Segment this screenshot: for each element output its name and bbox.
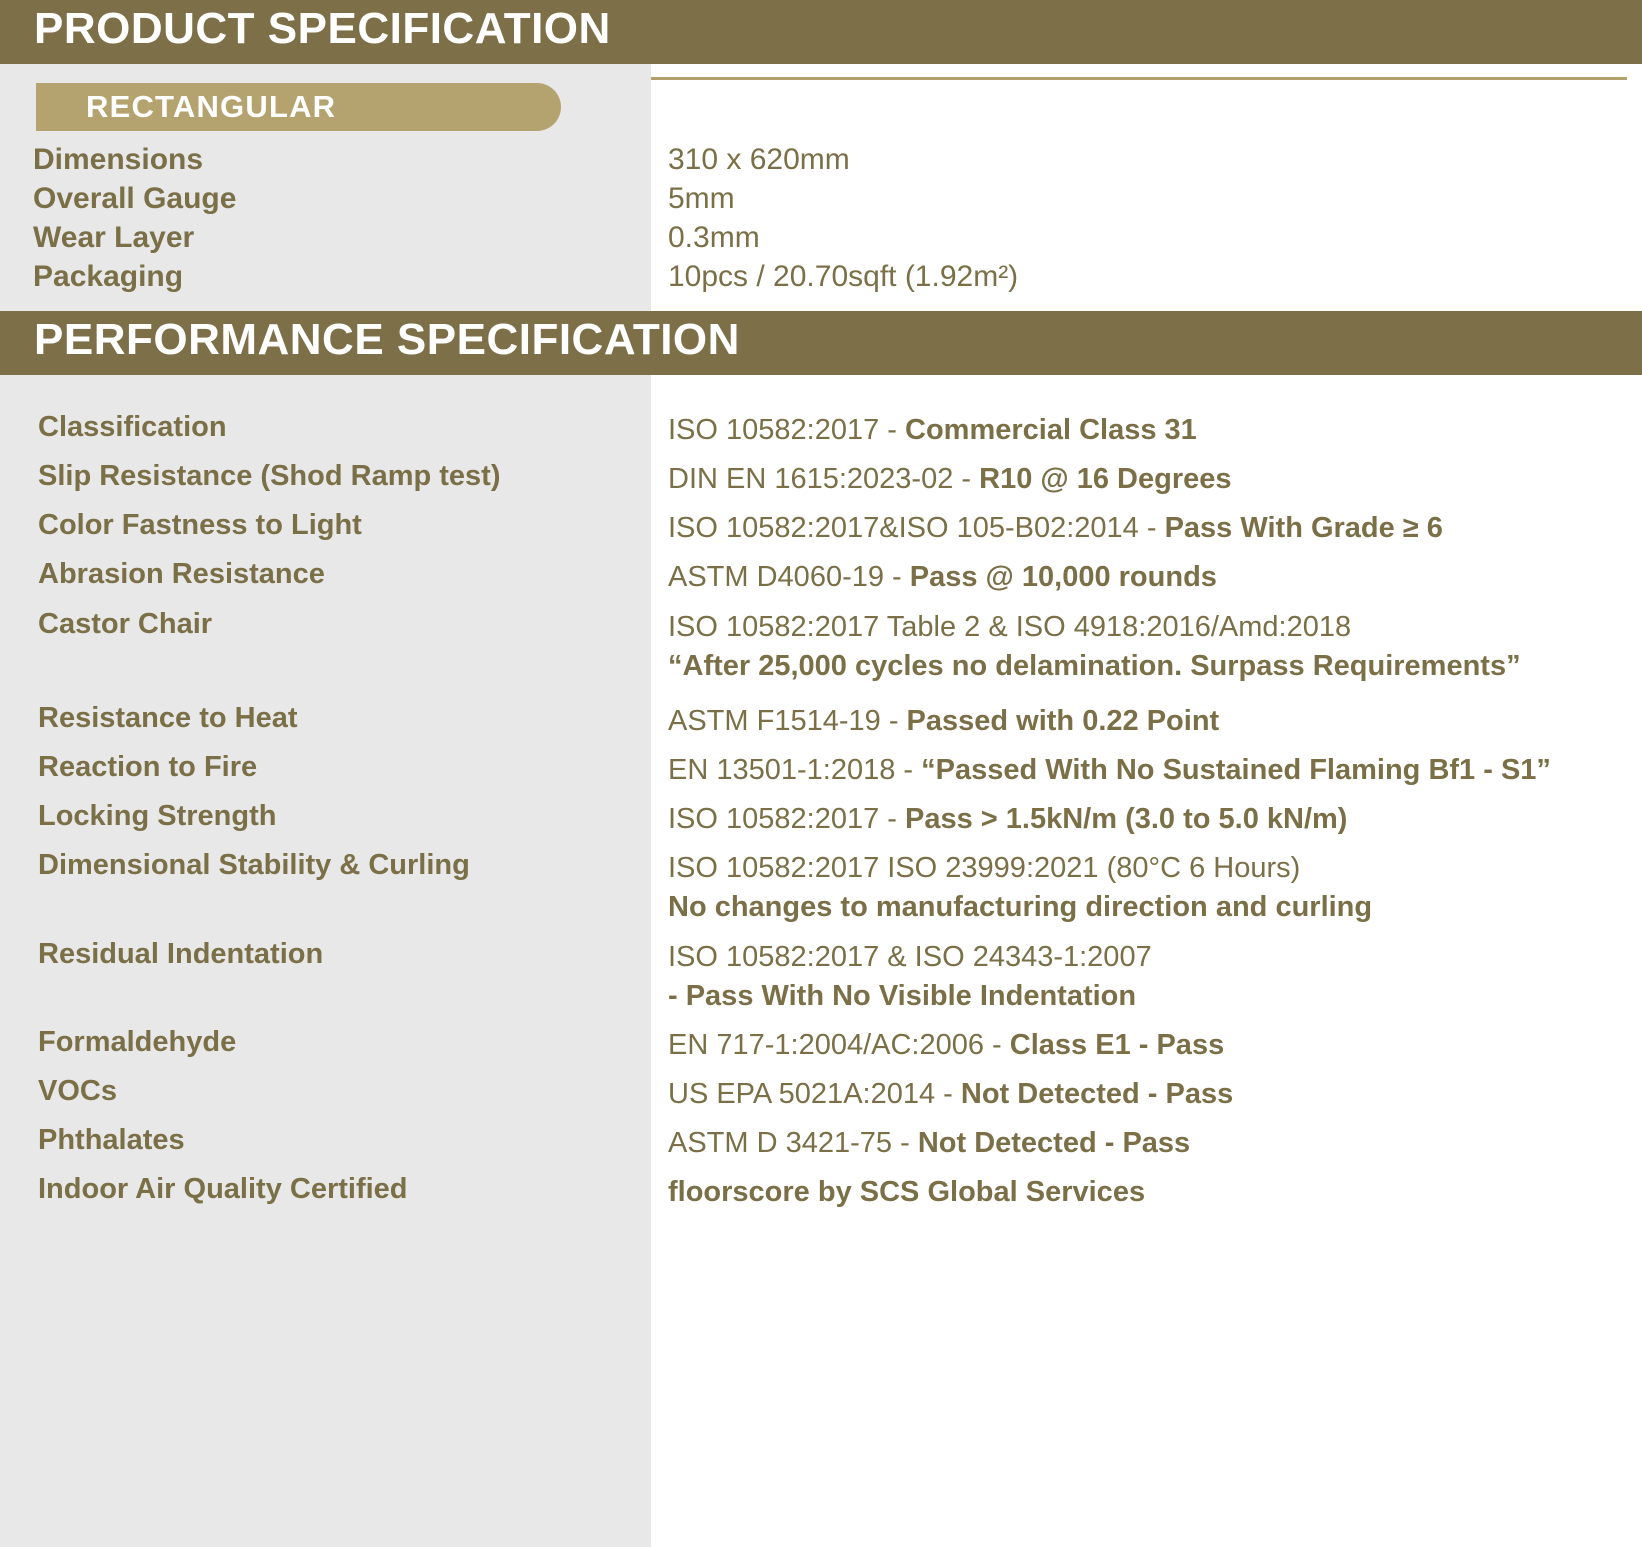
row-standard: DIN EN 1615:2023-02 - — [668, 463, 980, 496]
table-row — [0, 1075, 1642, 1114]
table-row — [0, 460, 1642, 499]
rectangular-tab-row — [0, 69, 1642, 129]
row-value — [622, 938, 1152, 1016]
row-standard: ASTM F1514-19 - — [668, 704, 907, 737]
row-label: Dimensional Stability & Curling — [38, 849, 470, 882]
table-row — [0, 1173, 1642, 1212]
row-standard: ASTM D 3421-75 - — [668, 1127, 918, 1160]
row-label: Reaction to Fire — [38, 750, 258, 783]
row-result: Pass > 1.5kN/m (3.0 to 5.0 kN/m) — [905, 803, 1348, 836]
table-row — [0, 184, 1642, 214]
row-standard: US EPA 5021A:2014 - — [668, 1077, 961, 1110]
performance-specification-banner: PERFORMANCE SPECIFICATION — [0, 311, 1642, 375]
row-label: Castor Chair — [38, 607, 213, 640]
table-row — [0, 849, 1642, 927]
table-row — [0, 608, 1642, 686]
row-label: Color Fastness to Light — [38, 509, 362, 542]
row-value — [622, 411, 1197, 450]
table-row — [0, 223, 1642, 253]
row-label: Overall Gauge — [33, 182, 237, 215]
table-row — [0, 509, 1642, 548]
row-standard: ISO 10582:2017 ISO 23999:2021 (80°C 6 Hours) — [668, 852, 1301, 885]
row-label: Residual Indentation — [38, 937, 324, 970]
table-row — [0, 751, 1642, 790]
row-value — [622, 1173, 1145, 1212]
row-standard: EN 717-1:2004/AC:2006 - — [668, 1028, 1010, 1061]
row-result: R10 @ 16 Degrees — [979, 463, 1232, 496]
table-row — [0, 800, 1642, 839]
row-label: Dimensions — [33, 143, 204, 176]
table-row — [0, 1124, 1642, 1163]
row-result: No changes to manufacturing direction and curling — [668, 891, 1373, 924]
row-result: Commercial Class 31 — [905, 414, 1197, 446]
row-value: 5mm — [668, 182, 735, 215]
row-result: Class E1 - Pass — [1009, 1028, 1225, 1061]
row-result: floorscore by SCS Global Services — [668, 1176, 1146, 1209]
row-value — [622, 509, 1443, 548]
row-value — [622, 1124, 1190, 1163]
row-standard: ISO 10582:2017 Table 2 & ISO 4918:2016/Amd:2018 — [668, 610, 1352, 643]
row-label: Classification — [38, 411, 227, 443]
row-value — [622, 751, 1551, 790]
product-specification-banner: PRODUCT SPECIFICATION — [0, 0, 1642, 64]
table-row — [0, 411, 1642, 450]
row-value — [622, 849, 1372, 927]
row-value: 10pcs / 20.70sqft (1.92m²) — [668, 260, 1019, 293]
row-value: 0.3mm — [668, 221, 760, 254]
row-value — [622, 608, 1521, 686]
row-label: Indoor Air Quality Certified — [38, 1173, 408, 1206]
row-label: Slip Resistance (Shod Ramp test) — [38, 460, 501, 493]
row-value — [622, 1026, 1224, 1065]
row-result: Pass With Grade ≥ 6 — [1164, 512, 1443, 545]
row-standard: ASTM D4060-19 - — [668, 561, 910, 594]
row-label: VOCs — [38, 1074, 117, 1107]
table-row — [0, 145, 1642, 175]
row-result: “Passed With No Sustained Flaming Bf1 - S1” — [921, 753, 1551, 786]
row-label: Abrasion Resistance — [38, 558, 325, 591]
row-value — [622, 1075, 1233, 1114]
row-result: - Pass With No Visible Indentation — [668, 979, 1137, 1012]
row-standard: EN 13501-1:2018 - — [668, 753, 922, 786]
table-row — [0, 938, 1642, 1016]
row-result: Passed with 0.22 Point — [906, 704, 1220, 737]
row-label: Formaldehyde — [38, 1025, 237, 1058]
row-standard: ISO 10582:2017 - — [668, 803, 905, 836]
row-label: Wear Layer — [33, 221, 195, 254]
row-value — [622, 460, 1232, 499]
row-value — [622, 702, 1219, 741]
rectangular-tab-label: RECTANGULAR — [36, 83, 561, 131]
row-result: Pass @ 10,000 rounds — [909, 561, 1217, 594]
row-result: Not Detected - Pass — [917, 1127, 1191, 1160]
table-row — [0, 702, 1642, 741]
row-value — [622, 558, 1217, 597]
row-standard: ISO 10582:2017 - — [668, 414, 905, 446]
row-label: Resistance to Heat — [38, 701, 298, 734]
row-standard: ISO 10582:2017&ISO 105-B02:2014 - — [668, 512, 1165, 545]
row-label: Phthalates — [38, 1124, 185, 1157]
table-row — [0, 1026, 1642, 1065]
row-standard: ISO 10582:2017 & ISO 24343-1:2007 — [668, 940, 1152, 973]
row-result: “After 25,000 cycles no delamination. Surpass Requirements” — [668, 649, 1521, 682]
row-label: Locking Strength — [38, 800, 277, 833]
row-label: Packaging — [33, 260, 184, 293]
product-spec-rows — [0, 129, 1642, 292]
performance-spec-rows — [0, 375, 1642, 1212]
row-result: Not Detected - Pass — [960, 1077, 1234, 1110]
header-rule — [651, 77, 1627, 80]
table-row — [0, 262, 1642, 292]
row-value — [622, 800, 1347, 839]
table-row — [0, 558, 1642, 597]
row-value: 310 x 620mm — [668, 143, 850, 176]
